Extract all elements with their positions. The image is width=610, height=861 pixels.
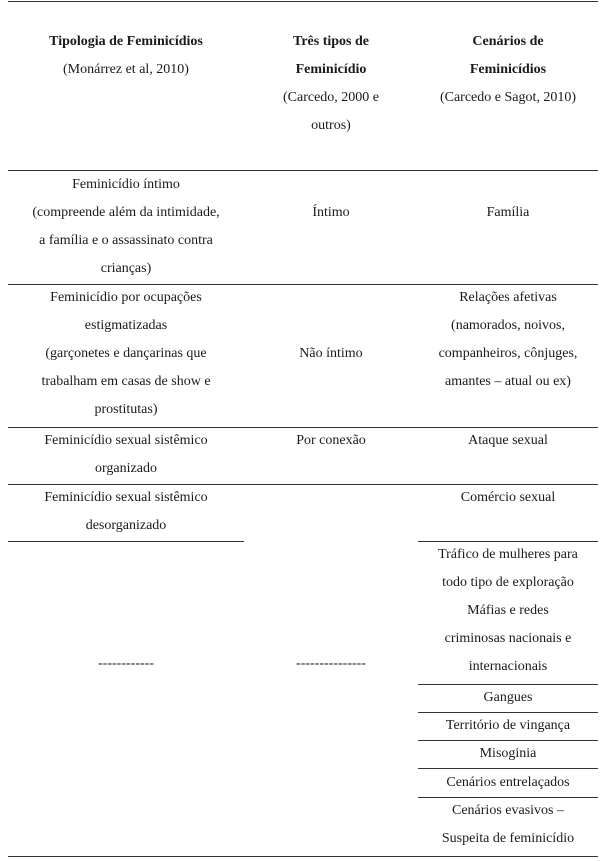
row1-col2 [244,199,418,227]
row2-col2 [244,340,418,368]
row5-col3-line: Tráfico de mulheres para [438,547,578,562]
row2-col3-line: Relações afetivas [459,290,557,305]
row4-col1-line: desorganizado [85,518,167,533]
row1-col3 [418,199,598,227]
scenario-territorio [418,712,598,740]
header-col3-title-2: Feminicídios [469,62,547,77]
row2-col3-line: amantes – atual ou ex) [445,374,571,389]
row4-col1-line: Feminicídio sexual sistêmico [44,490,208,505]
header-col3-title-1: Cenários de [472,34,544,49]
row2-col3-line: companheiros, cônjuges, [438,346,578,361]
row5-col2 [244,650,418,678]
row5-col1-dashes: ------------ [98,656,154,671]
scenario-evasivos-line: Cenários evasivos – [452,803,564,818]
scenario-text: Gangues [483,690,533,705]
row3-col2 [244,427,418,455]
row4-col3 [418,484,598,512]
row1-col1-line: (compreende além da intimidade, [32,205,220,220]
scenario-evasivos-line: Suspeita de feminicídio [441,831,575,846]
row2-col3-line: (namorados, noivos, [451,318,565,333]
row5-col3-line: criminosas nacionais e [444,631,572,646]
row2-col1-line: estigmatizadas [84,318,168,333]
row2-col1-line: trabalham em casas de show e [41,374,211,389]
header-col2-title-1: Três tipos de [293,34,369,49]
row5-col3-line: Máfias e redes [467,603,549,618]
header-col2-citation-2: outros) [311,118,351,133]
scenario-gangues [418,684,598,712]
row3-col1-line: organizado [95,461,157,476]
scenario-entrelacados [418,769,598,797]
row2-col1-line: prostitutas) [94,402,158,417]
header-col2-citation-1: (Carcedo, 2000 e [282,90,380,105]
row3-col1 [8,427,244,483]
row5-col3-line: todo tipo de exploração [442,575,574,590]
table-bottom-rule [8,856,598,857]
row4-col1 [8,484,244,540]
row3-col2-text: Por conexão [296,433,366,448]
header-col1-citation: (Monárrez et al, 2010) [63,62,189,77]
row5-col1 [8,650,244,678]
row3-col3-text: Ataque sexual [468,433,548,448]
scenario-misoginia [418,740,598,768]
row4-col3-text: Comércio sexual [460,490,556,505]
row1-col2-text: Íntimo [312,205,350,220]
header-col2 [244,28,418,140]
header-col3-citation: (Carcedo e Sagot, 2010) [439,90,577,105]
row3-col3 [418,427,598,455]
row1-col1-line: Feminicídio íntimo [72,177,180,192]
row2-col1-line: (garçonetes e dançarinas que [45,346,207,361]
row5-col2-dashes: --------------- [296,656,366,671]
header-col1 [8,28,244,84]
scenario-text: Misoginia [479,746,537,761]
row1-col1-line: a família e o assassinato contra [39,233,213,248]
row2-col3 [418,284,598,396]
row2-col2-text: Não íntimo [299,346,363,361]
row2-col1 [8,284,244,424]
scenario-text: Território de vingança [445,718,571,733]
scenario-text: Cenários entrelaçados [446,775,570,790]
header-col3 [418,28,598,112]
row1-col1 [8,171,244,283]
header-col1-title: Tipologia de Feminicídios [49,34,203,49]
row4-col1-rule [8,541,244,542]
row1-col3-text: Família [486,205,530,220]
row3-col1-line: Feminicídio sexual sistêmico [44,433,208,448]
row5-col3-line: internacionais [468,659,548,674]
row2-col1-line: Feminicídio por ocupações [50,290,202,305]
row1-col1-line: crianças) [100,261,152,276]
header-col2-title-2: Feminicídio [295,62,367,77]
row5-col3 [418,541,598,681]
table-top-rule [8,1,598,2]
scenario-evasivos [418,797,598,853]
